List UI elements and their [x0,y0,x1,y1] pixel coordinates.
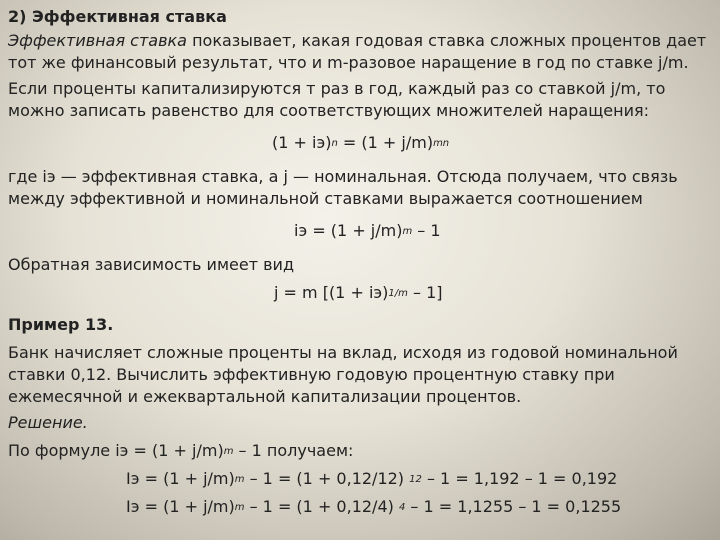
paragraph-where-2: между эффективной и номинальной ставками выражается соотношением [8,189,643,208]
formula-equality [272,132,449,154]
formula-inverse-tail: – 1] [407,283,443,302]
solution-intro-base: По формуле iэ = (1 + j/m) [8,441,224,460]
formula-rhs: = (1 + j/m) [337,133,434,152]
calculation-monthly [126,468,617,490]
calc-quarterly-result: – 1 = 1,1255 – 1 = 0,1255 [405,497,622,516]
solution-label: Решение. [8,413,88,432]
calc-quarterly-exponent-m: m [234,502,245,513]
calc-monthly-base: Iэ = (1 + j/m) [126,469,235,488]
solution-intro-tail: – 1 получаем: [233,441,354,460]
paragraph-inverse: Обратная зависимость имеет вид [8,255,294,274]
formula-effective-exponent: m [402,226,413,237]
calculation-quarterly [126,496,621,518]
example-line-1: Банк начисляет сложные проценты на вклад, исходя из годовой номинальной [8,343,678,362]
definition-text: показывает, какая годовая ставка сложных процентов дает [186,31,707,50]
definition-line-2: тот же финансовый результат, что и m-разовое наращение в год по ставке j/m. [8,53,689,72]
formula-lhs: (1 + iэ) [272,133,332,152]
calc-monthly-exponent-m: m [234,474,245,485]
solution-intro-exponent: m [223,446,234,457]
section-heading: 2) Эффективная ставка [8,7,227,26]
calc-monthly-result: – 1 = 1,192 – 1 = 0,192 [421,469,618,488]
formula-effective-base: iэ = (1 + j/m) [294,221,403,240]
calc-monthly-exponent-12: 12 [409,474,422,485]
calc-monthly-middle: – 1 = (1 + 0,12/12) [244,469,410,488]
example-line-2: ставки 0,12. Вычислить эффективную годовую процентную ставку при [8,365,615,384]
formula-inverse-exponent: 1/m [388,288,408,299]
formula-lhs-exponent: n [331,138,338,149]
paragraph-definition [8,30,706,52]
calc-quarterly-exponent-4: 4 [398,502,406,513]
example-line-3: ежемесячной и ежеквартальной капитализации процентов. [8,387,522,406]
example-heading: Пример 13. [8,315,114,334]
formula-effective-tail: – 1 [412,221,441,240]
formula-rhs-exponent: mn [433,138,450,149]
calc-quarterly-base: Iэ = (1 + j/m) [126,497,235,516]
solution-intro [8,440,353,462]
calc-quarterly-middle: – 1 = (1 + 0,12/4) [244,497,399,516]
formula-effective [294,220,441,242]
paragraph-capitalization-1: Если проценты капитализируются т раз в год, каждый раз со ставкой j/m, то [8,79,666,98]
paragraph-capitalization-2: можно записать равенство для соответствующих множителей наращения: [8,101,649,120]
formula-inverse [274,282,442,304]
term-effective-rate: Эффективная ставка [8,31,187,50]
formula-inverse-base: j = m [(1 + iэ) [274,283,389,302]
paragraph-where-1: где iэ — эффективная ставка, а j — номинальная. Отсюда получаем, что связь [8,167,678,186]
